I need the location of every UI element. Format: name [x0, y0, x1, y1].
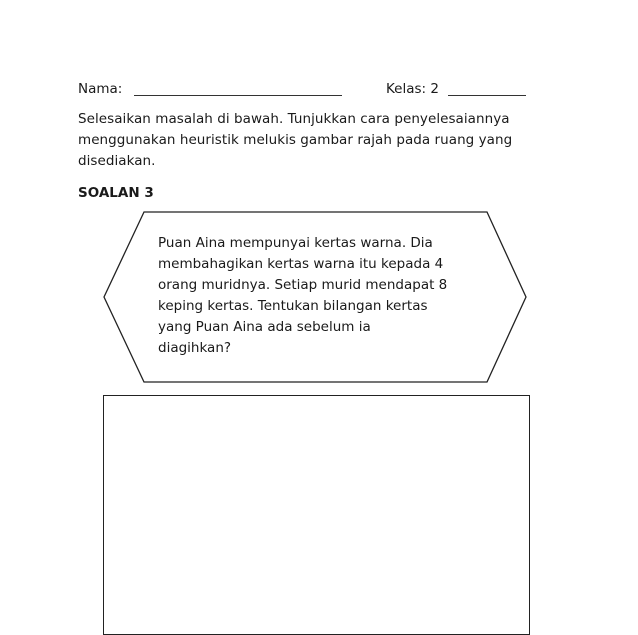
question-line: orang muridnya. Setiap murid mendapat 8	[158, 277, 448, 293]
question-line: membahagikan kertas warna itu kepada 4	[158, 256, 444, 272]
question-text	[158, 233, 488, 359]
instructions-line: disediakan.	[78, 153, 156, 169]
question-line: yang Puan Aina ada sebelum ia	[158, 319, 371, 335]
question-line: keping kertas. Tentukan bilangan kertas	[158, 298, 428, 314]
question-line: diagihkan?	[158, 340, 232, 356]
question-line: Puan Aina mempunyai kertas warna. Dia	[158, 235, 433, 251]
instructions-line: Selesaikan masalah di bawah. Tunjukkan cara penyelesaiannya	[78, 111, 510, 127]
class-label: Kelas: 2	[386, 81, 439, 97]
question-heading: SOALAN 3	[78, 185, 154, 201]
name-label: Nama:	[78, 81, 123, 97]
instructions-line: menggunakan heuristik melukis gambar rajah pada ruang yang	[78, 132, 513, 148]
answer-drawing-box[interactable]	[103, 395, 530, 635]
